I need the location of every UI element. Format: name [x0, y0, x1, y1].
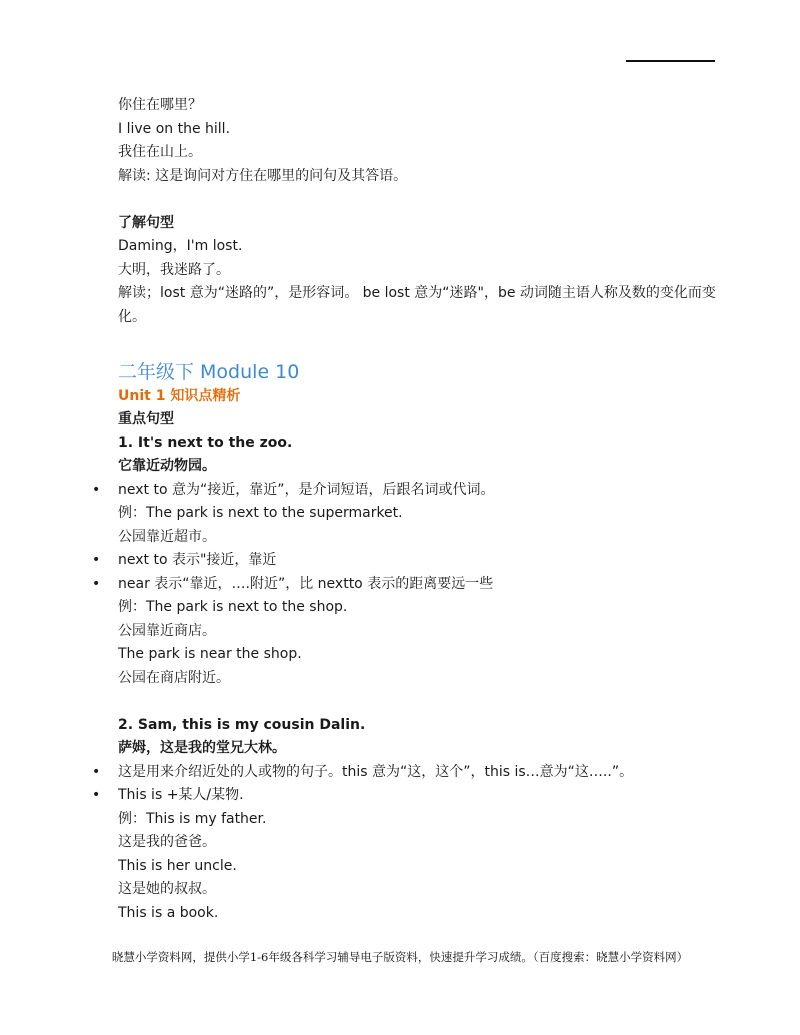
- text-line: 解读: 这是询问对方住在哪里的问句及其答语。: [118, 167, 408, 184]
- text-line: 大明，我迷路了。: [118, 261, 230, 278]
- text-line: 我住在山上。: [118, 144, 202, 160]
- text-line: 你住在哪里？: [118, 97, 202, 113]
- example-line: This is a book.: [118, 904, 219, 921]
- example-line: 这是我的爸爸。: [118, 834, 216, 850]
- example-line: 例：The park is next to the supermarket.: [118, 505, 403, 521]
- point-title: 1. It's next to the zoo.: [118, 434, 293, 451]
- example-line: 这是她的叔叔。: [118, 881, 216, 897]
- point-title: 2. Sam, this is my cousin Dalin.: [118, 716, 366, 733]
- example-line: 公园靠近商店。: [118, 622, 216, 639]
- unit-heading: Unit 1 知识点精析: [118, 388, 241, 404]
- text-line: Daming，I'm lost.: [118, 238, 243, 254]
- bullet-item: • 这是用来介绍近处的人或物的句子。this 意为“这，这个”，this is…意为“这…..”。: [118, 761, 718, 785]
- header-rule: [626, 60, 715, 62]
- text-paragraph: 解读；lost 意为“迷路的”，是形容词。 be lost 意为“迷路"，be 动词随主语人称及数的变化而变化。: [118, 285, 716, 325]
- example-line: 例：This is my father.: [118, 810, 267, 827]
- key-patterns-label: 重点句型: [118, 411, 174, 427]
- bullet-item: • next to 表示"接近，靠近: [118, 549, 718, 573]
- example-line: 例：The park is next to the shop.: [118, 599, 348, 615]
- example-line: The park is near the shop.: [118, 646, 302, 662]
- bullet-item: • next to 意为“接近，靠近”，是介词短语，后跟名词或代词。: [118, 479, 718, 503]
- page-footer: 晓慧小学资料网，提供小学1-6年级各科学习辅导电子版资料，快速提升学习成绩。（百度搜索：晓慧小学资料网）: [111, 950, 689, 964]
- example-line: 公园在商店附近。: [118, 669, 230, 686]
- bullet-item: • This is +某人/某物.: [118, 784, 718, 808]
- point-translation: 它靠近动物园。: [118, 458, 216, 474]
- example-line: 公园靠近超市。: [118, 528, 216, 545]
- point-translation: 萨姆，这是我的堂兄大林。: [118, 740, 286, 756]
- document-body: [118, 94, 718, 925]
- section-label: 了解句型: [118, 214, 174, 231]
- module-heading: 二年级下 Module 10: [118, 361, 300, 383]
- bullet-item: • near 表示“靠近，….附近”，比 nextto 表示的距离要远一些: [118, 573, 718, 597]
- text-line: I live on the hill.: [118, 120, 231, 137]
- example-line: This is her uncle.: [118, 857, 237, 874]
